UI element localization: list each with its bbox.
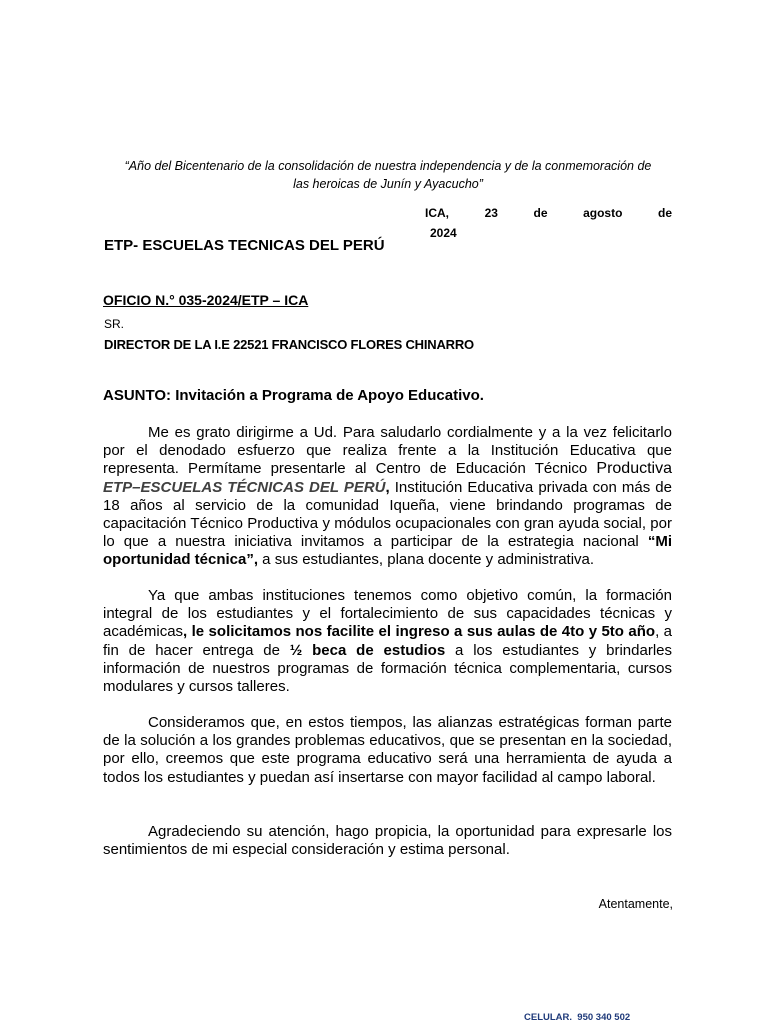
p2-text-c: a los estudiantes y brindarles información de nuestros programas de formación técnica complementaria, cursos modulares y cursos talleres. xyxy=(103,641,672,696)
subject-line: ASUNTO: Invitación a Programa de Apoyo Educativo. xyxy=(103,387,484,404)
letter-date-line2: 2024 xyxy=(430,226,457,240)
p1-text-b: Institución Educativa privada con más de 18 años al servicio de la comunidad Iqueña, viene brindando programas de capacitación Técnico Productiva y módulos ocupacionales con gran ayuda social, por lo que a nuestra iniciativa invitamos a participar de la estrategia nacional xyxy=(103,478,672,551)
p1-text-c: a sus estudiantes, plana docente y administrativa. xyxy=(258,551,595,569)
p1-etp-name: ETP–ESCUELAS TÉCNICAS DEL PERÚ xyxy=(103,478,386,496)
body-paragraph-2 xyxy=(103,587,672,696)
p3-text: Consideramos que, en estos tiempos, las alianzas estratégicas forman parte de la solución a los grandes problemas educativos, que se presentan en la sociedad, por ello, creemos que este programa educativo será una herramienta de ayuda a todos los estudiantes y puedan así insertarse con mayor facilidad al campo laboral. xyxy=(103,714,672,786)
letter-date xyxy=(425,203,672,243)
p4-text: Agradeciendo su atención, hago propicia, la oportunidad para expresarle los sentimientos de mi especial consideración y estima personal. xyxy=(103,823,672,859)
p1-text-a: Me es grato dirigirme a Ud. Para saludarlo cordialmente y a la vez felicitarlo por el denodado esfuerzo que realiza frente a la Institución Educativa que representa. Permítame presentarle al Centro de Educación Técnico xyxy=(103,424,672,478)
p2-text-a: Ya que ambas instituciones tenemos como objetivo común, la formación integral de los estudiantes y el fortalecimiento de sus capacidades técnicas y académicas xyxy=(103,587,672,641)
body-paragraph-3 xyxy=(103,714,672,787)
organization-name: ETP- ESCUELAS TECNICAS DEL PERÚ xyxy=(104,237,385,254)
letter-date-line1: ICA, 23 de agosto de xyxy=(425,206,672,220)
recipient: DIRECTOR DE LA I.E 22521 FRANCISCO FLORES CHINARRO xyxy=(104,337,474,352)
footer-phone: CELULAR. 950 340 502 xyxy=(524,1012,631,1023)
p2-request: , le solicitamos nos facilite el ingreso a sus aulas de 4to y 5to año xyxy=(183,623,656,641)
p1-comma: , xyxy=(385,478,390,496)
p2-text-b: , a fin de hacer entrega de xyxy=(103,623,672,659)
salutation: SR. xyxy=(104,317,125,331)
oficio-number: OFICIO N.° 035-2024/ETP – ICA xyxy=(103,292,309,308)
body-paragraph-1 xyxy=(103,424,672,570)
p2-scholarship: ½ beca de estudios xyxy=(289,641,446,659)
year-motto-line2: las heroicas de Junín y Ayacucho” xyxy=(293,177,483,191)
year-motto xyxy=(100,157,676,193)
p1-strategy-name: “Mi oportunidad técnica”, xyxy=(103,533,672,569)
p1-productiva: Productiva xyxy=(596,460,672,478)
closing-farewell: Atentamente, xyxy=(598,897,673,911)
year-motto-line1: “Año del Bicentenario de la consolidación de nuestra independencia y de la conmemoración de xyxy=(124,159,652,173)
body-paragraph-4 xyxy=(103,823,672,859)
